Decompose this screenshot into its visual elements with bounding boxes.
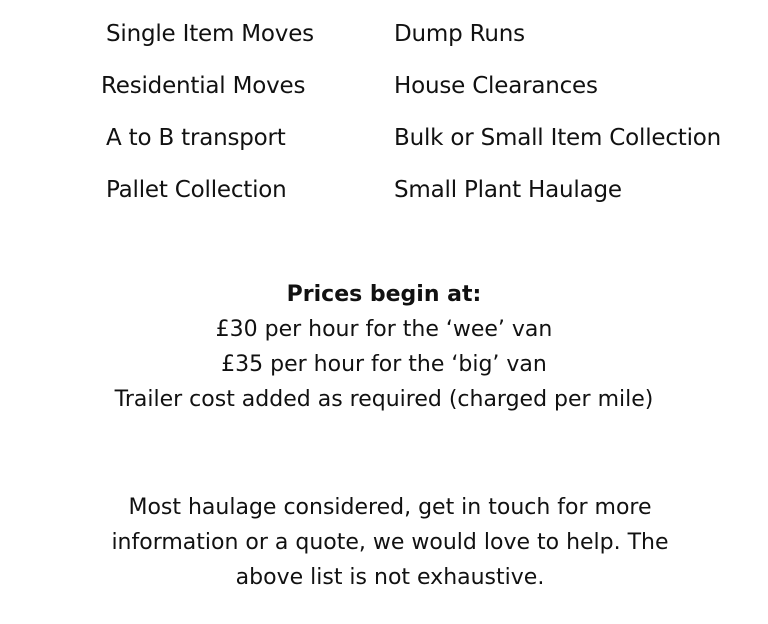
closing-line: information or a quote, we would love to help. The	[111, 530, 669, 555]
prices-heading: Prices begin at:	[286, 282, 482, 307]
service-item: Single Item Moves	[106, 21, 314, 47]
service-item: Dump Runs	[394, 21, 525, 47]
service-item: Small Plant Haulage	[394, 177, 622, 203]
price-line: Trailer cost added as required (charged per mile)	[114, 387, 654, 412]
service-item: Pallet Collection	[106, 177, 287, 203]
service-item: A to B transport	[106, 125, 286, 151]
closing-line: above list is not exhaustive.	[235, 565, 545, 590]
price-line: £35 per hour for the ‘big’ van	[221, 352, 547, 377]
price-line: £30 per hour for the ‘wee’ van	[215, 317, 553, 342]
service-item: Residential Moves	[101, 73, 306, 99]
closing-line: Most haulage considered, get in touch for more	[128, 495, 652, 520]
prices-section	[0, 277, 768, 417]
service-item: House Clearances	[394, 73, 598, 99]
service-item: Bulk or Small Item Collection	[394, 125, 722, 151]
closing-paragraph	[0, 490, 768, 595]
